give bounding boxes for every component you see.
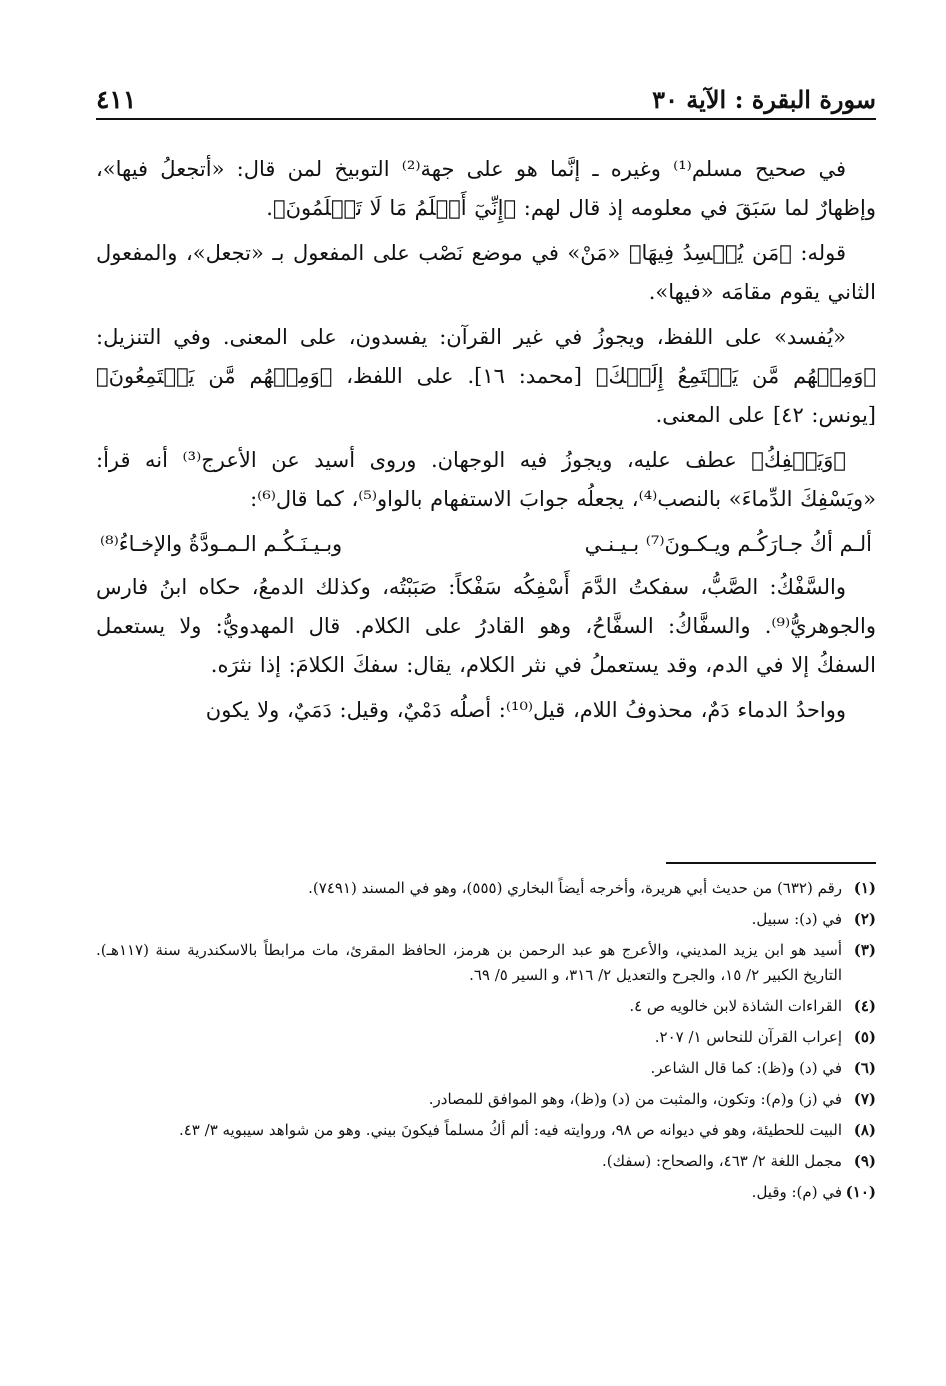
footnote-text: في (ز) و(م): وتكون، والمثبت من (د) و(ظ)، وهو الموافق للمصادر. — [428, 1090, 842, 1108]
verse-second-hemistich: وبـيـنَـكُـم الـمـودَّةُ والإخـاءُ⁽⁸⁾ — [100, 532, 343, 556]
footnote-number: (٧) — [853, 1090, 876, 1108]
footnote-number: (٢) — [853, 910, 876, 928]
footnote-number: (١) — [853, 879, 876, 897]
paragraph-1: في صحيح مسلم⁽¹⁾ وغيره ـ إنَّما هو على جهة⁽²⁾ التوبيخ لمن قال: «أتجعلُ فيها»، وإظهارٌ لما سَبَقَ في معلومه إذ قال لهم: ﴿إِنِّيٓ أَعۡلَمُ مَا لَا تَعۡلَمُونَ﴾. — [96, 157, 876, 220]
footnote-number: (٦) — [853, 1059, 876, 1077]
footnote-text: رقم (٦٣٢) من حديث أبي هريرة، وأخرجه أيضاً البخاري (٥٥٥)، وهو في المسند (٧٤٩١). — [308, 879, 842, 897]
footnote-text: في (د): سبيل. — [751, 910, 842, 928]
footnote-item — [96, 994, 876, 1019]
footnote-item — [96, 907, 876, 932]
footnotes — [96, 876, 876, 1211]
footnote-item — [96, 876, 876, 901]
paragraph-5: والسَّفْكُ: الصَّبُّ، سفكتُ الدَّمَ أَسْفِكُه سَفْكاً: صَبَبْتُه، وكذلك الدمعُ، حكاه ابنُ فارس والجوهريُّ⁽⁹⁾. والسفَّاكُ: السفَّاحُ، وهو القادرُ على الكلام. قال المهدويُّ: ولا يستعمل السفكُ إلا في الدم، وقد يستعملُ في نثر الكلام، يقال: سفكَ الكلامَ: إذا نثرَه. — [96, 575, 876, 677]
poetry-verse — [96, 525, 876, 564]
footnote-item — [96, 1180, 876, 1205]
running-title: سورة البقرة : الآية ٣٠ — [652, 85, 876, 114]
footnote-separator — [666, 862, 876, 864]
footnote-text: إعراب القرآن للنحاس ١/ ٢٠٧. — [654, 1028, 842, 1046]
footnote-text: البيت للحطيئة، وهو في ديوانه ص ٩٨، وروايته فيه: ألم أكُ مسلماً فيكونَ بيني. وهو من شواهد سيبويه ٣/ ٤٣. — [178, 1121, 842, 1139]
paragraph-4: ﴿وَيَسۡفِكُ﴾ عطف عليه، ويجوزُ فيه الوجهان. وروى أسيد عن الأعرج⁽³⁾ أنه قرأ: «ويَسْفِكَ الدِّماءَ» بالنصب⁽⁴⁾، يجعلُه جوابَ الاستفهام بالواو⁽⁵⁾، كما قال⁽⁶⁾: — [96, 448, 876, 511]
verse-first-hemistich: ألـم أكُ جـارَكُـم ويـكـونَ⁽⁷⁾ بـيـنـي — [584, 532, 872, 556]
footnote-number: (٩) — [853, 1152, 876, 1170]
footnote-number: (٥) — [853, 1028, 876, 1046]
main-text — [96, 150, 876, 736]
page-header — [96, 78, 876, 120]
footnote-item — [96, 1118, 876, 1143]
footnote-number: (٨) — [853, 1121, 876, 1139]
paragraph-2: قوله: ﴿مَن يُفۡسِدُ فِيهَا﴾ «مَنْ» في موضع نَصْب على المفعول بـ «تجعل»، والمفعول الثاني يقوم مقامَه «فيها». — [96, 241, 876, 304]
footnote-item — [96, 1056, 876, 1081]
footnote-text: أسيد هو ابن يزيد المديني، والأعرج هو عبد الرحمن بن هرمز، الحافظ المقرئ، مات مرابطاً بالاسكندرية سنة (١١٧هـ). التاريخ الكبير ٢/ ١٥، والجرح والتعديل ٢/ ٣١٦، و السير ٥/ ٦٩. — [96, 941, 842, 984]
page-number: ٤١١ — [96, 85, 137, 114]
footnote-item — [96, 1149, 876, 1174]
footnote-number: (٤) — [853, 997, 876, 1015]
footnote-text: في (م): وقيل. — [751, 1183, 842, 1201]
paragraph-6: وواحدُ الدماء دَمٌ، محذوفُ اللام، قيل⁽¹⁰⁾: أصلُه دَمْيٌ، وقيل: دَمَيٌ، ولا يكون — [205, 698, 846, 722]
footnote-item — [96, 938, 876, 988]
footnote-item — [96, 1087, 876, 1112]
footnote-text: في (د) و(ظ): كما قال الشاعر. — [650, 1059, 842, 1077]
footnote-number: (١٠) — [845, 1183, 876, 1201]
paragraph-3: «يُفسد» على اللفظ، ويجوزُ في غير القرآن: يفسدون، على المعنى. وفي التنزيل: ﴿وَمِنۡهُم مَّن يَسۡتَمِعُ إِلَيۡكَ﴾ [محمد: ١٦]. على اللفظ، ﴿وَمِنۡهُم مَّن يَسۡتَمِعُونَ﴾ [يونس: ٤٢] على المعنى. — [96, 325, 876, 427]
footnote-number: (٣) — [853, 941, 876, 959]
footnote-text: القراءات الشاذة لابن خالويه ص ٤. — [629, 997, 842, 1015]
footnote-item — [96, 1025, 876, 1050]
footnote-text: مجمل اللغة ٢/ ٤٦٣، والصحاح: (سفك). — [602, 1152, 842, 1170]
